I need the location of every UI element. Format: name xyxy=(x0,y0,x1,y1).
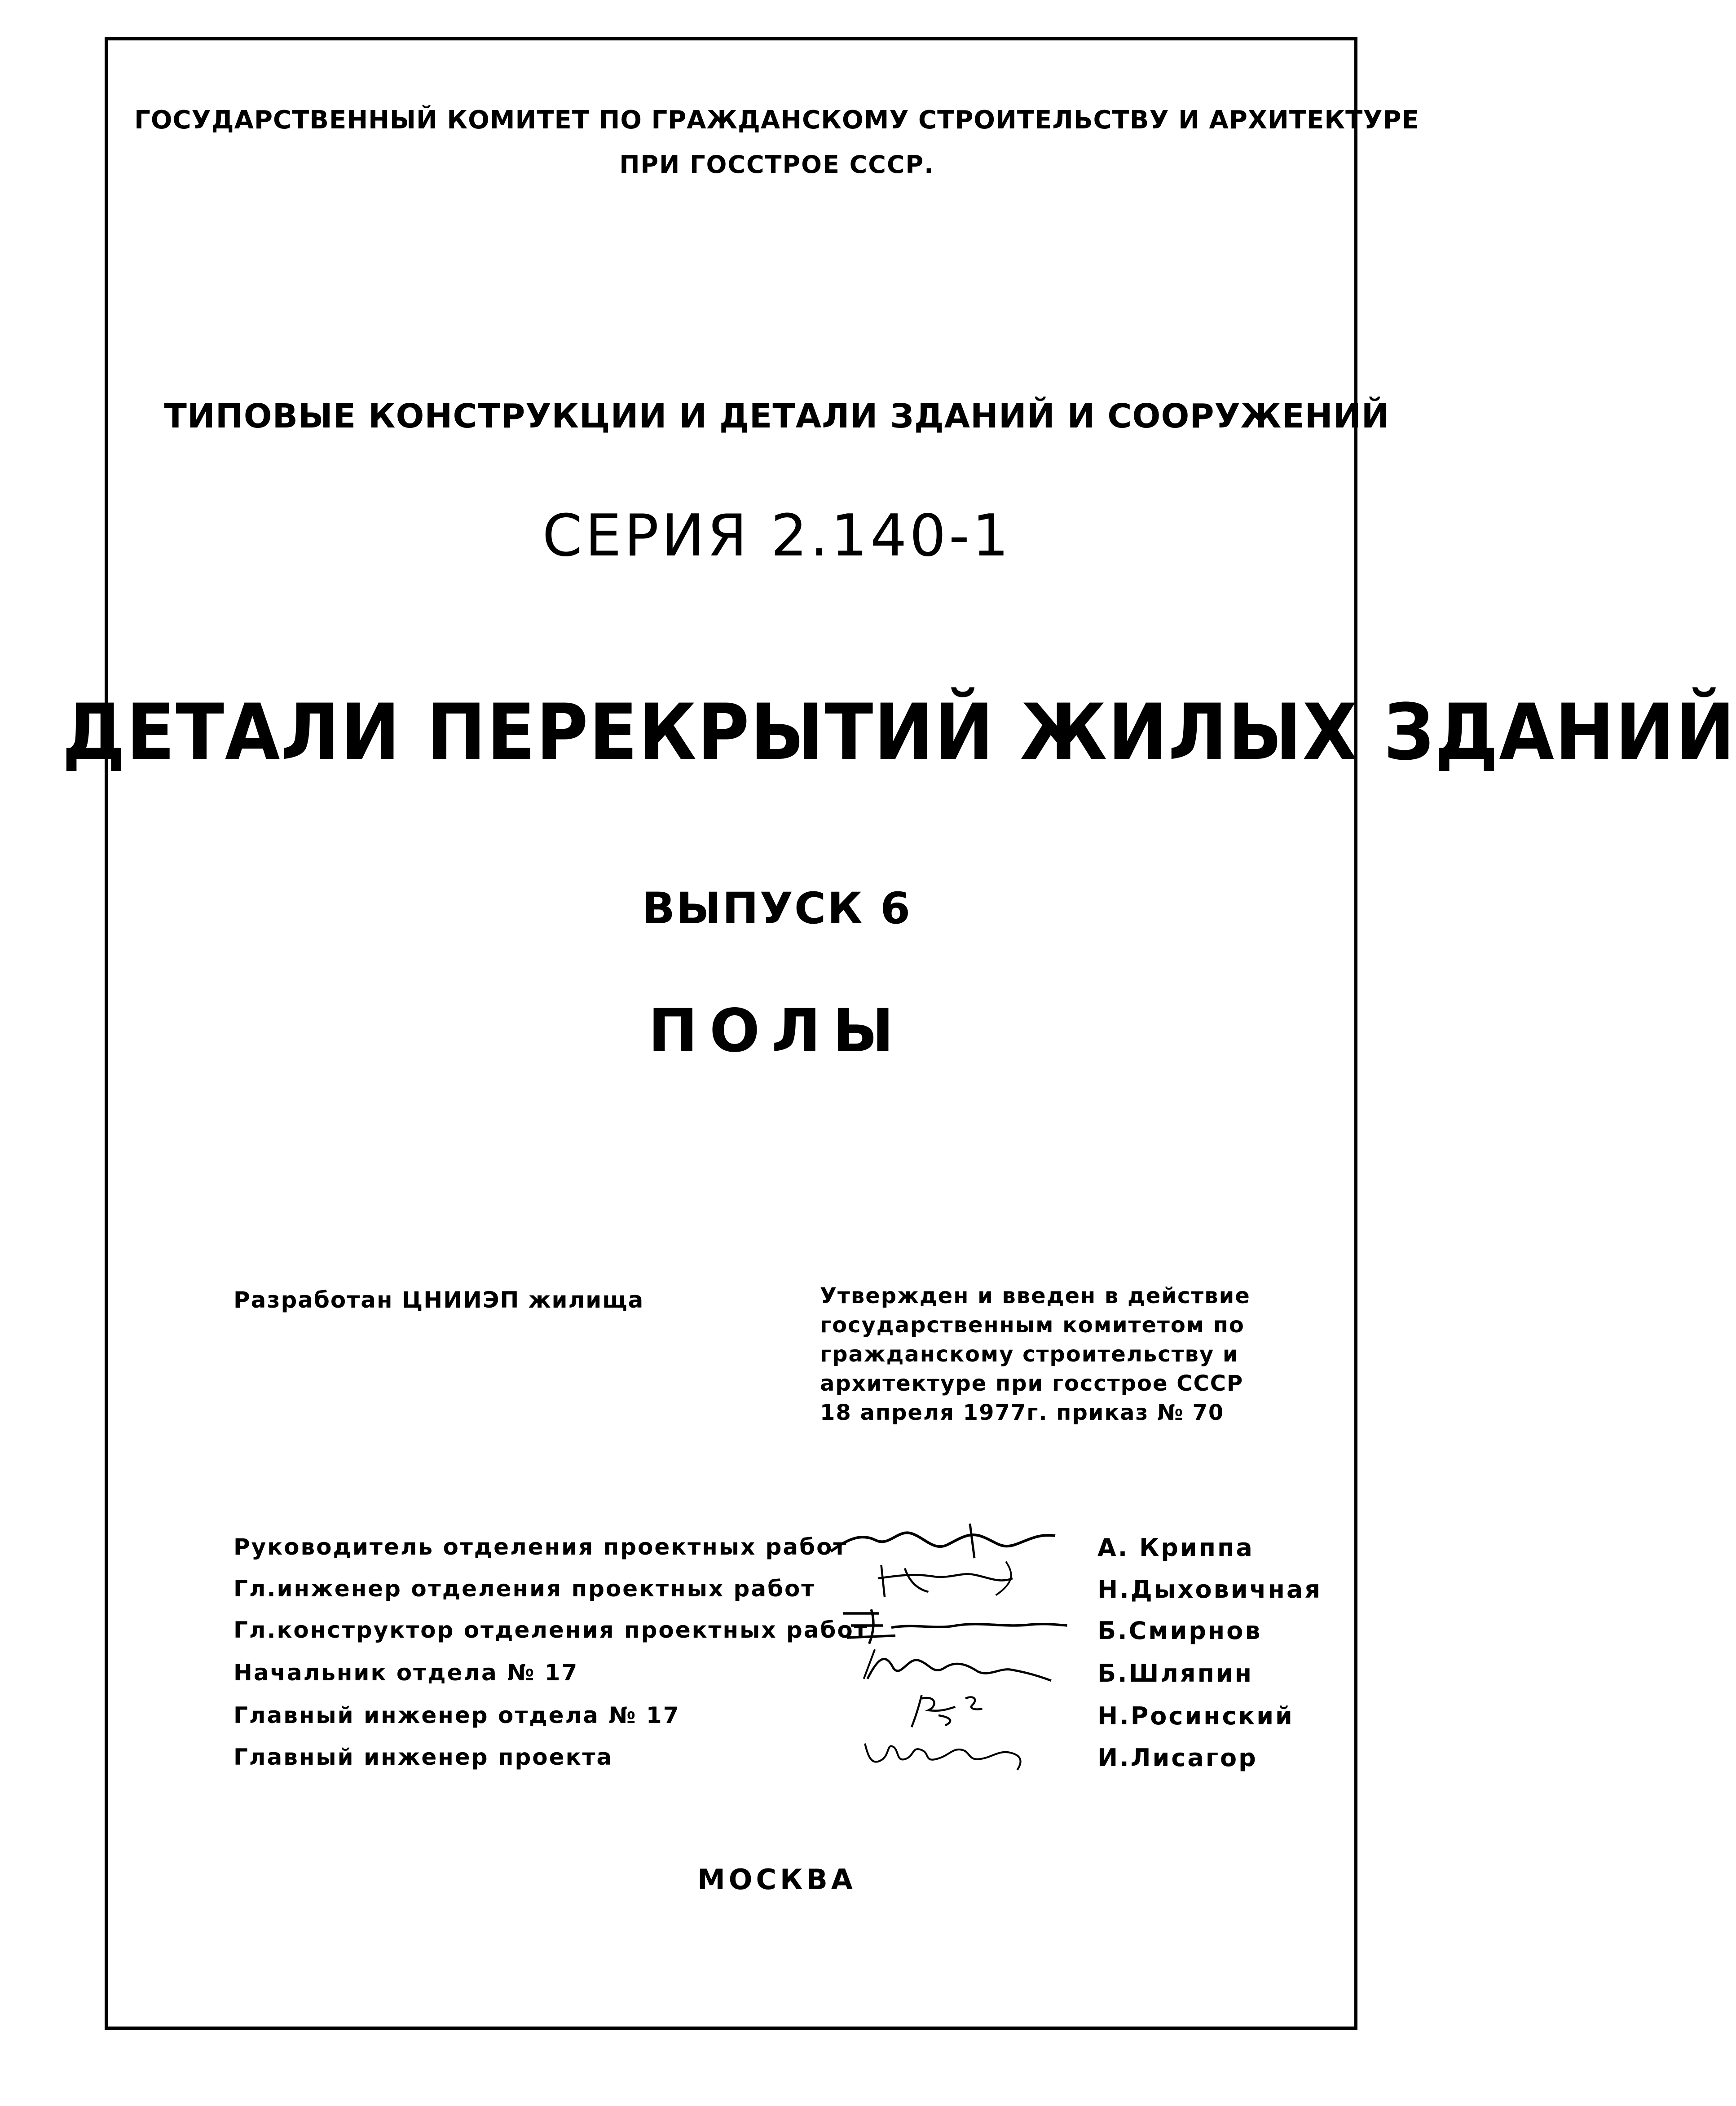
staff-role: Начальник отдела № 17 xyxy=(234,1660,579,1686)
document-title: ДЕТАЛИ ПЕРЕКРЫТИЙ ЖИЛЫХ ЗДАНИЙ xyxy=(62,687,1736,777)
series-number: СЕРИЯ 2.140-1 xyxy=(542,502,1012,569)
series-type-heading: ТИПОВЫЕ КОНСТРУКЦИИ И ДЕТАЛИ ЗДАНИЙ И СООРУЖЕНИЙ xyxy=(164,397,1390,436)
signature-4 xyxy=(822,1646,1082,1686)
staff-role: Руководитель отделения проектных работ xyxy=(234,1534,848,1560)
staff-name: Н.Росинский xyxy=(1097,1702,1294,1730)
approval-line: 18 апреля 1977г. приказ № 70 xyxy=(820,1400,1225,1425)
signature-2 xyxy=(822,1558,1082,1599)
approval-line: архитектуре при госстрое СССР xyxy=(820,1371,1244,1396)
approval-line: государственным комитетом по xyxy=(820,1313,1245,1338)
staff-role: Гл.конструктор отделения проектных работ xyxy=(234,1617,868,1643)
issue-subject: ПОЛЫ xyxy=(648,996,906,1066)
staff-name: Н.Дыховичная xyxy=(1097,1575,1322,1604)
developer-line: Разработан ЦНИИЭП жилища xyxy=(234,1287,644,1313)
staff-role: Гл.инженер отделения проектных работ xyxy=(234,1576,816,1602)
staff-name: Б.Шляпин xyxy=(1097,1659,1254,1687)
signature-6 xyxy=(822,1731,1082,1771)
committee-name: ГОСУДАРСТВЕННЫЙ КОМИТЕТ ПО ГРАЖДАНСКОМУ СТРОИТЕЛЬСТВУ И АРХИТЕКТУРЕ xyxy=(134,106,1419,135)
approval-line: гражданскому строительству и xyxy=(820,1342,1239,1367)
signature-1 xyxy=(822,1520,1082,1560)
signature-5 xyxy=(822,1688,1082,1729)
staff-role: Главный инженер отдела № 17 xyxy=(234,1702,680,1728)
signature-3 xyxy=(822,1605,1082,1646)
issue-number: ВЫПУСК 6 xyxy=(642,883,912,934)
staff-name: А. Криппа xyxy=(1097,1533,1254,1562)
staff-role: Главный инженер проекта xyxy=(234,1744,613,1770)
approval-line: Утвержден и введен в действие xyxy=(820,1283,1251,1309)
city: МОСКВА xyxy=(697,1863,856,1896)
staff-name: И.Лисагор xyxy=(1097,1744,1258,1772)
committee-subline: ПРИ ГОССТРОЕ СССР. xyxy=(619,150,934,179)
staff-name: Б.Смирнов xyxy=(1097,1617,1262,1645)
